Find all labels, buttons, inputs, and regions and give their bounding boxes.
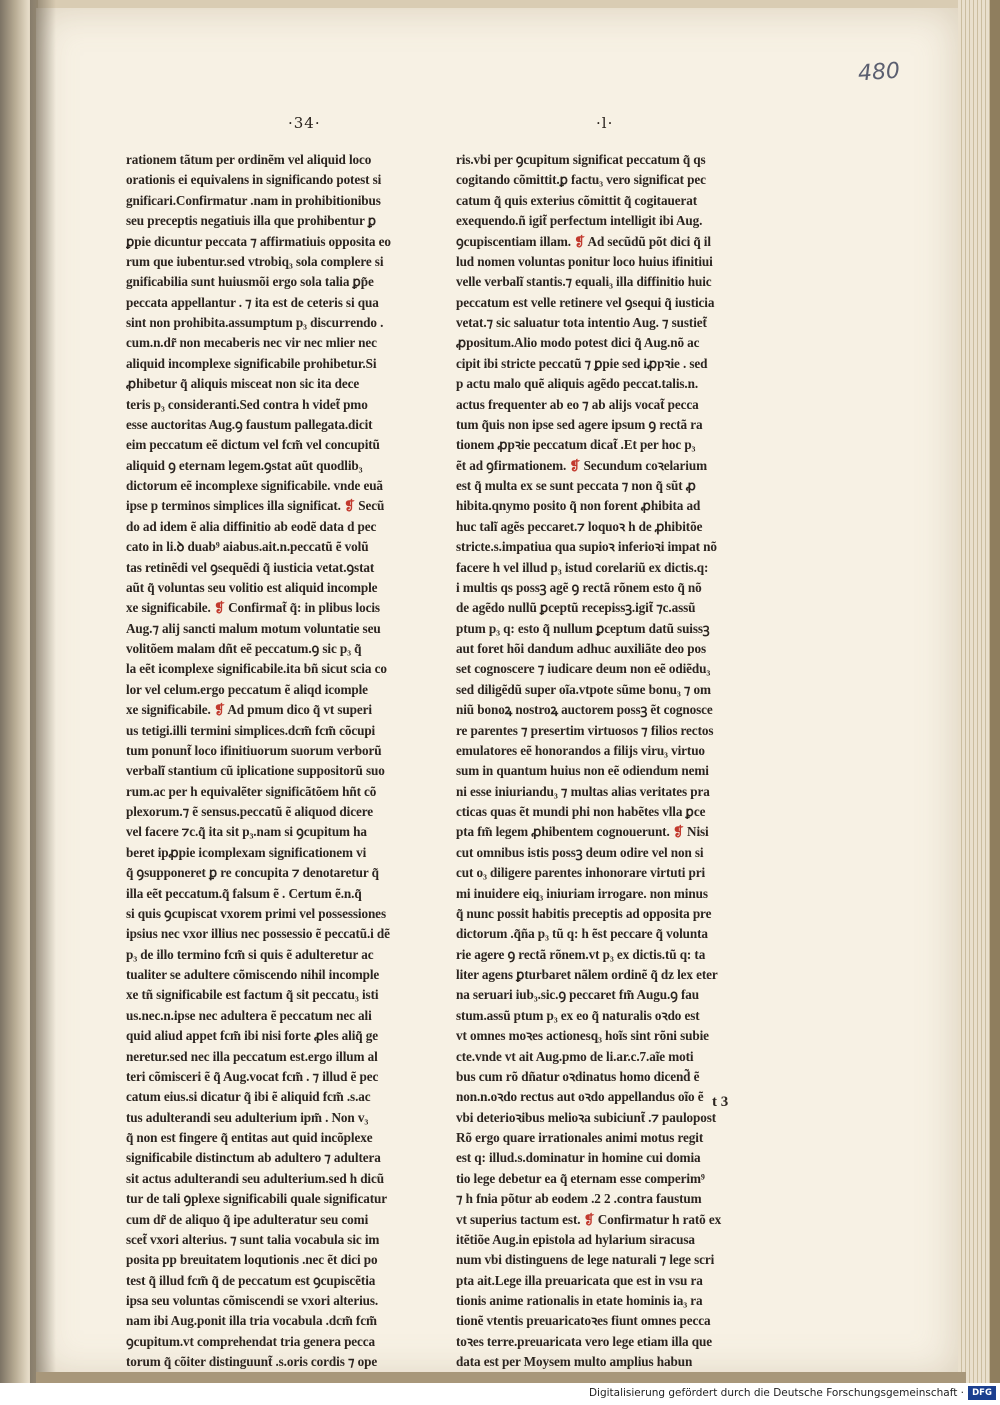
text-line (456, 252, 768, 272)
line-text: test q̃ illud fcm̃ q̃ de peccatum est ꝯcupiscẽtia (126, 1272, 376, 1288)
text-line (126, 558, 438, 578)
text-line (126, 1087, 438, 1107)
text-line (126, 333, 438, 353)
line-text: tualiter se adultere cõmiscendo nihil incomple (126, 967, 380, 982)
text-line (126, 1332, 438, 1352)
text-line (126, 313, 438, 333)
line-text: q̃ nunc possit habitis preceptis ad opposita pre (456, 905, 712, 921)
line-text: tionem ꝓpꝛie peccatum dicat̃ .Et per hoc p₃ (456, 437, 696, 453)
line-text: dictorum eẽ incomplexe significabile. vnde euã (126, 478, 383, 493)
text-line (456, 374, 768, 394)
line-text: q̃ non est fingere q̃ entitas aut quid incõplexe (126, 1130, 373, 1145)
text-line (456, 680, 768, 700)
rubric-text: Confirmatur h ratõ ex (597, 1211, 722, 1227)
text-line (456, 211, 768, 231)
line-text: cut omnibus istis possꝫ deum odire vel non si (456, 844, 704, 860)
line-text: tas retinẽdi vel ꝯsequẽdi q̃ iusticia vetat.ꝯstat (126, 559, 375, 575)
text-line (126, 863, 438, 883)
line-text: p actu malo quẽ aliquis agẽdo peccat.talis.n. (456, 376, 699, 392)
line-text: est q: illud.s.dominatur in homine cui domia (456, 1150, 701, 1166)
text-line (456, 1006, 768, 1026)
text-line (456, 659, 768, 679)
text-line (126, 843, 438, 863)
line-text: Rõ ergo quare irrationales animi motus regit (456, 1130, 704, 1145)
text-line (126, 232, 438, 252)
rubric-text: Ad secũdũ põt dici q̃ il (587, 233, 711, 249)
text-line (456, 884, 768, 904)
line-text: num vbi distinguens de lege naturali ⁊ lege scri (456, 1252, 715, 1268)
text-line (456, 1250, 768, 1270)
text-line (456, 476, 768, 496)
line-text: emulatores eẽ honorandos a filijs viru₃ virtuo (456, 742, 705, 758)
line-text: us tetigi.illi termini simplices.dcm̃ fcm̃ cõcupi (126, 722, 376, 738)
text-line (126, 435, 438, 455)
text-line (456, 1311, 768, 1331)
line-text: dictorum .q̃ña p₃ tũ q: h ẽst peccare q̃ volunta (456, 926, 708, 942)
text-line (126, 659, 438, 679)
line-text: de agẽdo nullũ ꝑceptũ recepissꝫ.igit̃ ⁊c.assũ (456, 600, 696, 616)
text-line (456, 415, 768, 435)
text-line (126, 476, 438, 496)
gutter-shadow (30, 0, 56, 1383)
text-line (126, 1047, 438, 1067)
line-text: vbi deterioꝛibus melioꝛa subiciunt̃ .⁊ paulopost (456, 1109, 717, 1125)
line-text: aliquid incomplexe significabile prohibetur.Si (126, 355, 377, 371)
line-text: cut o₃ diligere parentes inhonorare virtuti pri (456, 865, 706, 881)
text-line (456, 191, 768, 211)
text-line (126, 1291, 438, 1311)
line-text: quid aliud appet fcm̃ ibi nisi forte ꝓles aliq̃ ge (126, 1028, 378, 1044)
line-text: ꝓpositum.Alio modo potest dici q̃ Aug.nõ ac (456, 335, 700, 351)
line-text: gnificari.Confirmatur .nam in prohibitionibus (126, 192, 381, 208)
text-line (126, 517, 438, 537)
text-line (456, 517, 768, 537)
line-text: torum q̃ cõiter distinguunt̃ .s.oris cordis ⁊ ope (126, 1354, 378, 1370)
text-line (126, 904, 438, 924)
binding (990, 0, 1000, 1383)
line-text: stricte.s.impatiua qua supioꝛ inferioꝛi impat nõ (456, 539, 717, 555)
line-text: vt superius tactum est. (456, 1211, 581, 1227)
text-line (456, 700, 768, 720)
line-text: data est per Moysem multo amplius habun (456, 1354, 693, 1370)
text-line (456, 1189, 768, 1209)
text-line (456, 456, 768, 476)
line-text: sed diligẽdũ super oĩa.vtpote sũme bonu₃ ⁊ om (456, 681, 711, 697)
line-text: vel facere ⁊c.q̃ ita sit p₃.nam si ꝯcupitum ha (126, 824, 367, 840)
text-line (456, 1230, 768, 1250)
line-text: bus cum rõ dñatur oꝛdinatus homo dicend̃ ẽ (456, 1068, 700, 1084)
rubric-text: Ad pmum dico q̃ vt superi (227, 702, 372, 718)
text-line (456, 721, 768, 741)
line-text: q̃ ꝯsupponeret ꝑ re concupita ⁊ denotaretur q̃ (126, 865, 379, 881)
text-line (126, 354, 438, 374)
line-text: ipse p terminos simplices illa significat. (126, 498, 341, 514)
line-text: seu preceptis negatiuis illa que prohibentur ꝑ (126, 213, 376, 229)
text-line (126, 1169, 438, 1189)
line-text: cogitando cõmittit.ꝑ factu₃ vero significat pec (456, 172, 706, 188)
line-text: itẽtiõe Aug.in epistola ad hylarium siracusa (456, 1231, 695, 1247)
text-line (456, 1210, 768, 1230)
text-line (456, 802, 768, 822)
text-line (126, 619, 438, 639)
line-text: actus frequenter ab eo ⁊ ab alijs vocat̃ pecca (456, 396, 699, 412)
text-line (126, 761, 438, 781)
rubric-text: Nisi (687, 824, 709, 840)
text-line (126, 456, 438, 476)
dfg-logo: DFG (968, 1386, 996, 1400)
text-line (126, 1271, 438, 1291)
rubric-mark: ❡ (566, 457, 581, 473)
funding-credit: Digitalisierung gefördert durch die Deutsche Forschungsgemeinschaft · (588, 1387, 964, 1399)
line-text: significabile distinctum ab adultero ⁊ adultera (126, 1150, 381, 1166)
rubric-text: Confirmat̃ q̃: in plibus locis (228, 600, 380, 616)
line-text: catum eius.si dicatur q̃ ibi ẽ aliquid fcm̃ .s.ac (126, 1089, 371, 1105)
line-text: sit actus adulterandi seu adulterium.sed h dicũ (126, 1170, 384, 1186)
text-line (126, 965, 438, 985)
line-text: toꝛes terre.preuaricata vero lege etiam illa que (456, 1333, 712, 1349)
line-text: non.n.oꝛdo rectus aut oꝛdo appellandus oĩo ẽ (456, 1089, 704, 1105)
text-line (456, 965, 768, 985)
text-line (126, 945, 438, 965)
line-text: liter agens ꝑturbaret nãlem ordinẽ q̃ dz lex eter (456, 967, 718, 982)
text-line (456, 558, 768, 578)
line-text: ptum p₃ q: esto q̃ nullum ꝑceptum datũ suissꝫ (456, 620, 710, 636)
line-text: rie agere ꝯ rectã rõnem.vt p₃ ex dictis.tũ q: ta (456, 946, 706, 962)
text-line (126, 822, 438, 842)
text-line (126, 537, 438, 557)
line-text: cum.n.dr̃ non mecaberis nec vir nec mlier nec (126, 335, 377, 351)
line-text: cum dr̃ de aliquo q̃ ipe adulteratur seu comi (126, 1211, 369, 1227)
text-column-right (456, 150, 768, 1373)
rubric-text: Secũ (358, 498, 385, 514)
line-text: ipsa seu voluntas cõmiscendi se vxori alterius. (126, 1293, 379, 1308)
text-line (456, 639, 768, 659)
line-text: hibita.qnymo posito q̃ non forent ꝓhibita ad (456, 498, 701, 514)
line-text: scet̃ vxori alterius. ⁊ sunt talia vocabula sic im (126, 1231, 380, 1247)
text-line (456, 924, 768, 944)
line-text: tionẽ vtentis preuaricatoꝛes fiunt omnes pecca (456, 1313, 711, 1329)
text-line (456, 1067, 768, 1087)
text-line (126, 782, 438, 802)
line-text: ꝯcupitum.vt comprehendat tria genera pecca (126, 1333, 376, 1349)
text-line (456, 1026, 768, 1046)
line-text: do ad idem ẽ alia diffinitio ab eodẽ data d pec (126, 518, 377, 534)
line-text: teris p₃ consideranti.Sed contra h videt̃ pmo (126, 396, 368, 412)
line-text: verbalĩ stantium cũ iplicatione suppositorũ suo (126, 763, 385, 779)
line-text: ni esse iniuriandu₃ ⁊ multas alias veritates pra (456, 783, 710, 799)
rubric-mark: ❡ (570, 233, 586, 249)
text-line (126, 1210, 438, 1230)
text-line (456, 741, 768, 761)
text-line (126, 150, 438, 170)
folio-number-left: ·34· (288, 114, 321, 132)
text-line (126, 598, 438, 618)
line-text: re parentes ⁊ presertim virtuosos ⁊ filios rectos (456, 722, 714, 738)
line-text: rum.ac per h equivalẽter significãtõem hñt cõ (126, 783, 377, 799)
line-text: est q̃ multa ex se sunt peccata ⁊ non q̃ sũt ꝓ (456, 478, 696, 493)
text-line (126, 1230, 438, 1250)
text-line (126, 1311, 438, 1331)
line-text: nam ibi Aug.ponit illa tria vocabula .dcm̃ fcm̃ (126, 1313, 377, 1329)
line-text: pta fm̃ legem ꝓhibentem cognouerunt. (456, 824, 670, 840)
text-line (456, 1332, 768, 1352)
text-line (126, 395, 438, 415)
text-line (126, 252, 438, 272)
text-line (126, 1352, 438, 1372)
line-text: sint non prohibita.assumptum p₃ discurrendo . (126, 315, 384, 330)
text-line (126, 578, 438, 598)
line-text: cipit ibi stricte peccatũ ⁊ ꝑpie sed iꝓpꝛie . sed (456, 355, 708, 371)
text-line (456, 945, 768, 965)
text-line (456, 354, 768, 374)
signature-mark: t 3 (712, 1094, 729, 1110)
rubric-mark: ❡ (210, 702, 225, 718)
text-line (456, 863, 768, 883)
line-text: ꝓhibetur q̃ aliquis misceat non sic ita dece (126, 376, 360, 392)
text-line (456, 782, 768, 802)
text-line (456, 293, 768, 313)
text-line (126, 1148, 438, 1168)
line-text: cticas quas ẽt mundi phi non habẽtes vlla ꝑce (456, 804, 706, 819)
line-text: pta ait.Lege illa preuaricata que est in vsu ra (456, 1272, 703, 1288)
text-line (126, 1108, 438, 1128)
text-line (456, 761, 768, 781)
line-text: si quis ꝯcupiscat vxorem primi vel possessiones (126, 905, 386, 921)
text-line (456, 537, 768, 557)
text-line (126, 1006, 438, 1026)
text-line (456, 822, 768, 842)
text-line (456, 1352, 768, 1372)
text-line (126, 721, 438, 741)
text-line (456, 578, 768, 598)
line-text: aũt q̃ voluntas seu volitio est aliquid incomple (126, 579, 378, 595)
line-text: mi inuidere eiq₃ iniuriam irrogare. non minus (456, 885, 708, 901)
line-text: vt omnes moꝛes actionesq₃ hoĩs sint rõni subie (456, 1028, 709, 1044)
line-text: beret ipꝓpie icomplexam significationem vi (126, 844, 367, 860)
line-text: ipsius nec vxor illius nec possessio ẽ peccatũ.i dẽ (126, 926, 390, 942)
text-line (126, 1128, 438, 1148)
text-line (456, 1291, 768, 1311)
text-line (126, 1189, 438, 1209)
line-text: tum ponunt̃ loco ifinitiuorum suorum verborũ (126, 742, 382, 758)
line-text: facere h vel illud p₃ istud corelariũ ex dictis.q: (456, 559, 709, 575)
text-line (126, 639, 438, 659)
text-line (456, 1169, 768, 1189)
line-text: tur de tali ꝯplexe significabili quale significatur (126, 1191, 388, 1207)
line-text: na seruari iub₃.sic.ꝯ peccaret fm̃ Augu.ꝯ fau (456, 987, 700, 1003)
text-line (456, 1148, 768, 1168)
text-column-left (126, 150, 438, 1373)
rubric-mark: ❡ (210, 600, 225, 616)
text-line (126, 272, 438, 292)
text-line (126, 700, 438, 720)
line-text: catum q̃ quis exterius cõmittit q̃ cogitauerat (456, 192, 697, 208)
text-line (126, 884, 438, 904)
line-text: i multis qs possꝫ agẽ ꝯ rectã rõnem esto q̃ nõ (456, 579, 702, 595)
rubric-mark: ❡ (580, 1211, 595, 1227)
text-line (456, 1128, 768, 1148)
text-line (456, 313, 768, 333)
line-text: ẽt ad ꝯfirmationem. (456, 457, 567, 473)
text-line (456, 598, 768, 618)
line-text: ꝑpie dicuntur peccata ⁊ affirmatiuis opposita eo (126, 233, 391, 249)
line-text: tionis anime rationalis in etate hominis ia₃ ra (456, 1293, 703, 1308)
line-text: peccata appellantur . ⁊ ita est de ceteris si qua (126, 294, 379, 310)
text-line (126, 802, 438, 822)
text-line (456, 170, 768, 190)
text-line (456, 272, 768, 292)
line-text: xe tñ significabile est factum q̃ sit peccatu₃ isti (126, 987, 379, 1003)
line-text: gnificabilia sunt huiusmõi ergo sola talia ꝑp̃e (126, 274, 374, 290)
line-text: posita pp breuitatem loqutionis .nec ẽt dici po (126, 1252, 378, 1268)
text-line (126, 374, 438, 394)
text-line (126, 1067, 438, 1087)
text-line (456, 232, 768, 252)
text-line (126, 191, 438, 211)
text-line (126, 293, 438, 313)
line-text: exequendo.ñ igit̃ perfectum intelligit ibi Aug. (456, 213, 703, 229)
text-line (456, 333, 768, 353)
line-text: vetat.⁊ sic saluatur tota intentio Aug. ⁊ sustiet̃ (456, 315, 707, 330)
line-text: tio lege debetur ea q̃ eternam esse comperim⁹ (456, 1170, 705, 1186)
text-line (126, 170, 438, 190)
text-line (126, 496, 438, 516)
line-text: orationis ei equivalens in significando potest si (126, 172, 382, 188)
text-line (456, 843, 768, 863)
line-text: us.nec.n.ipse nec adultera ẽ peccatum nec ali (126, 1007, 372, 1023)
line-text: velle verbalĩ stantis.⁊ equali₃ illa diffinitio huic (456, 274, 712, 290)
folio-number-right: ·l· (596, 114, 614, 132)
line-text: volitõem malam dñt eẽ peccatum.ꝯ sic p₃ q̃ (126, 641, 362, 656)
text-line (456, 1271, 768, 1291)
text-line (456, 904, 768, 924)
line-text: plexorum.⁊ ẽ sensus.peccatũ ẽ aliquod dicere (126, 804, 373, 819)
line-text: niũ bonoꝝ nostroꝝ auctorem possꝫ ẽt cognosce (456, 702, 713, 718)
line-text: stum.assũ ptum p₃ ex eo q̃ naturalis oꝛdo est (456, 1007, 700, 1023)
text-line (456, 395, 768, 415)
line-text: xe significabile. (126, 600, 211, 616)
line-text: esse auctoritas Aug.ꝯ faustum pallegata.dicit (126, 416, 373, 432)
line-text: eim peccatum eẽ dictum vel fcm̃ vel concupitũ (126, 437, 380, 453)
line-text: ꝯcupiscentiam illam. (456, 233, 571, 249)
line-text: aut foret hõi dandum adhuc auxiliãte deo pos (456, 641, 706, 656)
text-line (456, 1047, 768, 1067)
line-text: peccatum est velle retinere vel ꝯsequi q̃ iusticia (456, 294, 715, 310)
line-text: xe significabile. (126, 702, 211, 718)
line-text: neretur.sed nec illa peccatum est.ergo illum al (126, 1048, 378, 1064)
line-text: teri cõmisceri ẽ q̃ Aug.vocat fcm̃ . ⁊ illud ẽ pec (126, 1068, 379, 1084)
line-text: illa eẽt peccatum.q̃ falsum ẽ . Certum ẽ.n.q̃ (126, 885, 362, 901)
text-line (126, 680, 438, 700)
line-text: cato in li.ꝺ duab⁹ aiabus.ait.n.peccatũ ẽ volũ (126, 539, 369, 555)
line-text: rum que iubentur.sed vtrobiq₃ sola complere si (126, 253, 384, 269)
line-text: lud nomen voluntas ponitur loco huius ifinitiui (456, 253, 713, 269)
line-text: tus adulterandi seu adulterium ipm̃ . Non v₃ (126, 1109, 369, 1125)
line-text: lor vel celum.ergo peccatum ẽ aliqd icomple (126, 681, 368, 697)
rubric-text: Secundum coꝛelarium (583, 457, 707, 473)
line-text: rationem tãtum per ordinẽm vel aliquid loco (126, 152, 372, 167)
text-line (126, 211, 438, 231)
bottom-edge (36, 1372, 966, 1383)
line-text: sum in quantum huius non eẽ odiendum nemi (456, 763, 709, 779)
digitization-footer (0, 1383, 1000, 1405)
line-text: Aug.⁊ alij sancti malum motum voluntatie seu (126, 620, 381, 636)
text-line (126, 985, 438, 1005)
text-line (126, 1250, 438, 1270)
line-text: ⁊ h fnia põtur ab eodem .2 2 .contra faustum (456, 1191, 702, 1207)
text-line (456, 619, 768, 639)
text-line (456, 985, 768, 1005)
line-text: huc talĩ agẽs peccaret.⁊ loquoꝛ h de ꝓhibitõe (456, 518, 703, 534)
text-line (456, 150, 768, 170)
text-line (126, 924, 438, 944)
text-line (456, 496, 768, 516)
line-text: la eẽt icomplexe significabile.ita bñ sicut scia co (126, 661, 387, 677)
line-text: ris.vbi per ꝯcupitum significat peccatum q̃ qs (456, 152, 706, 167)
line-text: tum q̃uis non ipse sed agere ipsum ꝯ rectã ra (456, 416, 703, 432)
archive-number: 480 (857, 58, 901, 87)
rubric-mark: ❡ (669, 824, 684, 840)
text-line (456, 435, 768, 455)
line-text: set cognoscere ⁊ iudicare deum non eẽ odiẽdu₃ (456, 661, 711, 677)
text-line (126, 415, 438, 435)
rubric-mark: ❡ (340, 498, 356, 514)
line-text: aliquid ꝯ eternam legem.ꝯstat aũt quodlib₃ (126, 457, 363, 473)
text-line (126, 1026, 438, 1046)
text-line (126, 741, 438, 761)
line-text: p₃ de illo termino fcm̃ si quis ẽ adulteretur ac (126, 946, 374, 962)
line-text: cte.vnde vt ait Aug.pmo de li.ar.c.7.aĩe moti (456, 1048, 694, 1064)
